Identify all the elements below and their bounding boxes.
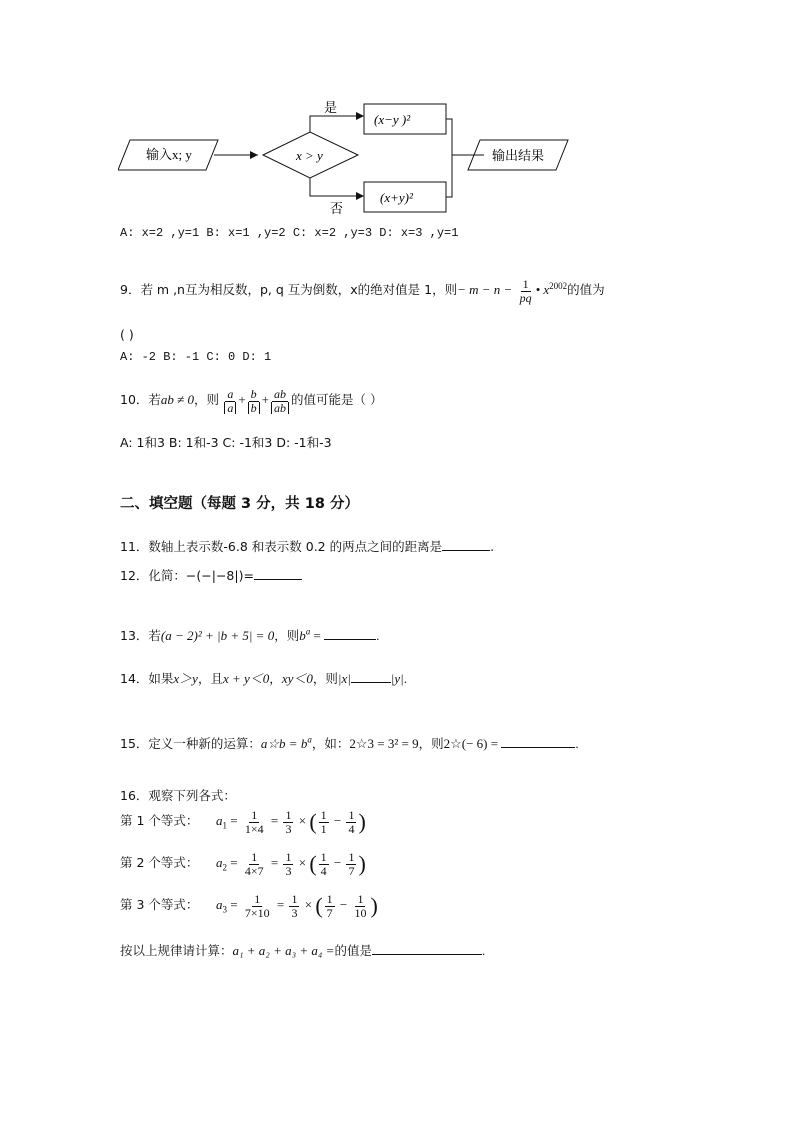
q9-power: • x [535, 282, 550, 298]
q15-line: 15．定义一种新的运算：a☆b = $b^a$，如：2☆3 = 3² = 9，则2☆(− 6) = . [120, 734, 579, 751]
q9-paren: ( ) [120, 327, 134, 342]
yes-label: 是 [324, 100, 338, 115]
expr-bottom-label: (x+y)² [380, 190, 413, 205]
q12-blank [254, 567, 302, 580]
q10-frac-b: $\frac{b}{b}$ [248, 388, 260, 414]
q16-row-1: 第 1 个等式： $a_1$ = $\frac{1}{1\times 4}$ = $\frac{1}{3}$ × ( $\frac{1}{1}$ − $\frac{1}{4}$ ) [120, 808, 366, 836]
q9-expr: − m − n − [457, 282, 513, 298]
q10-condition: ab ≠ 0 [160, 392, 195, 408]
q13-line: 13．若(a − 2)² + |b + 5| = 0，则$b^a$ = . [120, 626, 380, 643]
q16-final-expr: a₁ + a₂ + a₃ + a₄ = [232, 943, 335, 958]
q15-definition: a☆b = b [260, 736, 308, 751]
q16-lead: 16．观察下列各式： [120, 788, 236, 803]
q9-text: 9．若 m ,n互为相反数，p, q 互为倒数，x的绝对值是 1，则 [120, 282, 458, 298]
expr-top-label: (x−y )² [374, 112, 411, 127]
q9-tail: 的值为 [567, 282, 605, 298]
q15-example: 2☆3 = 3² = 9 [349, 736, 419, 751]
q14-blank [351, 670, 391, 683]
q8-options: A: x=2 ,y=1 B: x=1 ,y=2 C: x=2 ,y=3 D: x=3 ,y=1 [120, 226, 459, 240]
q15-question: 2☆(− 6) = [443, 736, 499, 751]
q13-blank [324, 627, 376, 640]
q10-tail: 的值可能是（ ） [291, 392, 383, 408]
q9-options: A: -2 B: -1 C: 0 D: 1 [120, 350, 272, 364]
q9-fraction: $\frac{1}{pq}$ [519, 277, 532, 305]
q11-line: 11．数轴上表示数-6.8 和表示数 0.2 的两点之间的距离是 . [120, 539, 495, 554]
q14-line: 14．如果x＞y，且x + y＜0，xy＜0，则|x| |y|. [120, 671, 407, 686]
q10-line: 10．若ab ≠ 0，则 $\frac{a}{a}$ + $\frac{b}{b}$ + $\frac{ab}{ab}$ 的值可能是（ ） [120, 387, 383, 415]
q14-abs-y: |y| [390, 671, 404, 686]
q16-row-3: 第 3 个等式： $a_3$ = $\frac{1}{7\times 10}$ = $\frac{1}{3}$ × ( $\frac{1}{7}$ − $\frac{1}{10}$ ) [120, 892, 378, 920]
q10-frac-a: $\frac{a}{a}$ [224, 388, 236, 414]
flowchart [118, 96, 588, 221]
q11-blank [442, 538, 490, 551]
q14-abs-x: |x| [337, 671, 351, 686]
q9-line [120, 278, 605, 304]
q9-exponent: 2002 [549, 280, 568, 291]
output-label: 输出结果 [492, 148, 545, 163]
q16-final: 按以上规律请计算：a₁ + a₂ + a₃ + a₄ =的值是 . [120, 943, 486, 958]
q13-expr: (a − 2)² + |b + 5| = 0 [160, 628, 275, 643]
q16-row-2: 第 2 个等式： $a_2$ = $\frac{1}{4\times 7}$ = $\frac{1}{3}$ × ( $\frac{1}{4}$ − $\frac{1}{7}$ ) [120, 850, 366, 878]
no-label: 否 [330, 201, 344, 216]
q10-options: A: 1和3 B: 1和-3 C: -1和3 D: -1和-3 [120, 435, 332, 450]
q12-line: 12．化简：−(−|−8|)= [120, 566, 302, 584]
q10-frac-ab: $\frac{ab}{ab}$ [271, 388, 289, 414]
condition-label: x > y [296, 148, 323, 163]
q15-blank [501, 735, 575, 748]
input-label: 输入x; y [146, 147, 192, 162]
q16-blank [372, 942, 482, 955]
section-2-title: 二、填空题（每题 3 分，共 18 分） [120, 496, 359, 512]
